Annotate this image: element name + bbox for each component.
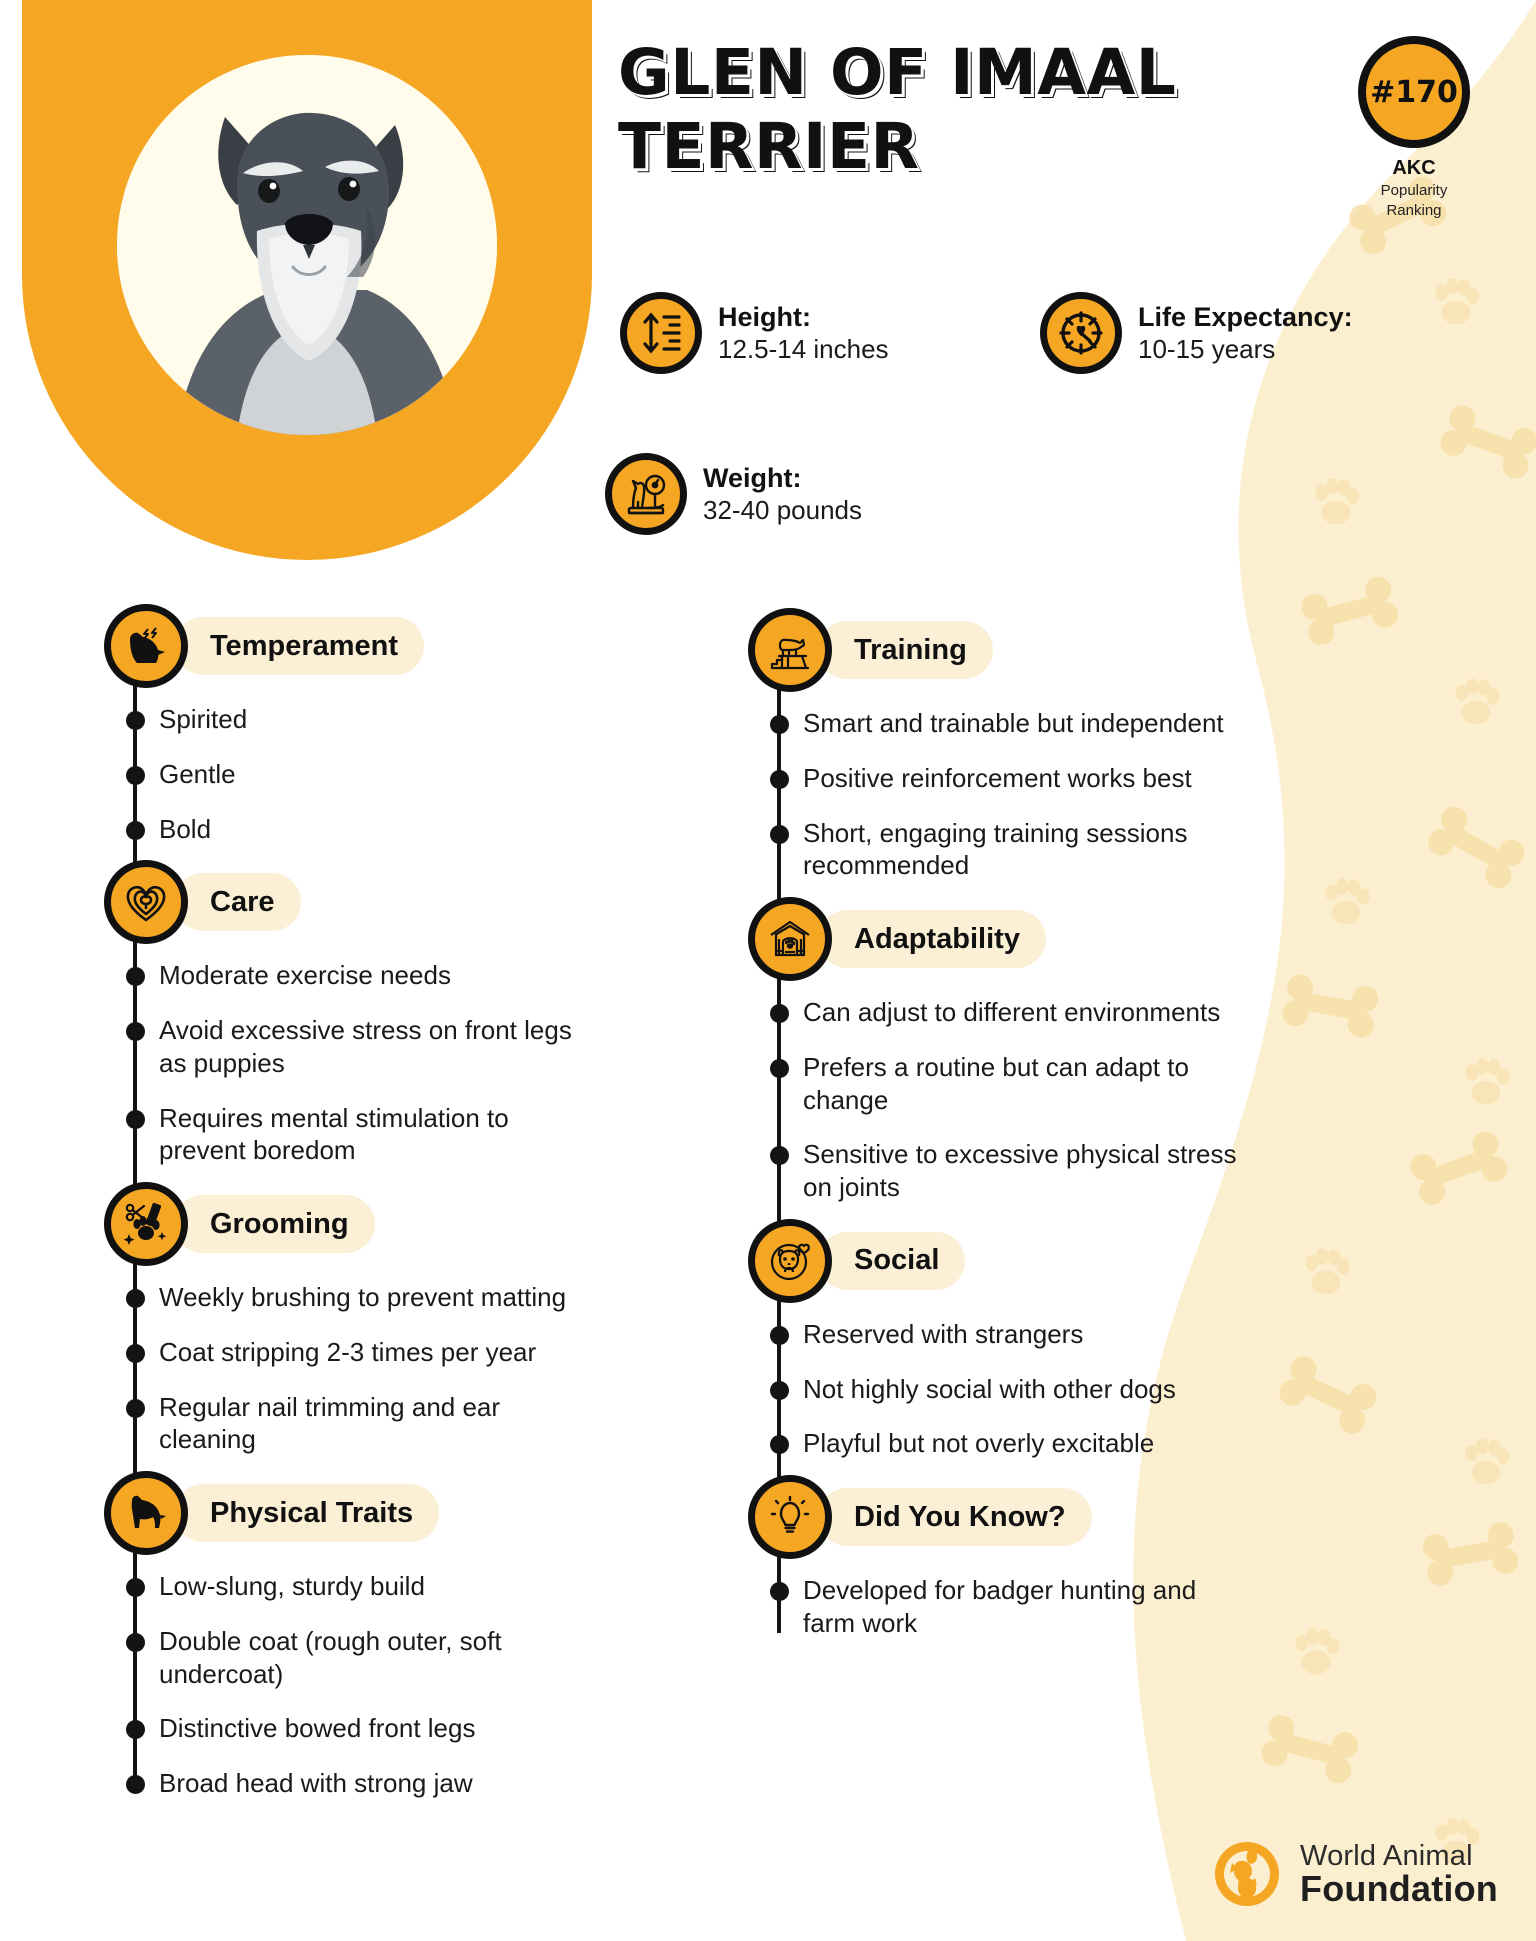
section-title: Grooming [174,1195,375,1253]
list-item [104,1559,624,1614]
list-item-text: Gentle [159,758,236,789]
section-header [748,893,1288,985]
list-item [748,806,1288,894]
section-header [748,1215,1288,1307]
bullet-dot-icon [770,1146,789,1165]
list-item [748,1040,1288,1128]
list-item-text: Low-slung, sturdy build [159,1571,425,1601]
list-item [748,751,1288,806]
list-item [104,1270,624,1325]
list-item [104,1003,624,1091]
heart-dog-icon [104,860,188,944]
bullet-dot-icon [770,825,789,844]
list-item [104,1756,624,1811]
list-item [104,1325,624,1380]
list-item-text: Broad head with strong jaw [159,1768,473,1798]
list-item-text: Developed for badger hunting and farm work [803,1575,1197,1638]
brand-line-1: World Animal [1300,1839,1473,1872]
dog-agility-ramp-icon [748,608,832,692]
akc-org-label: AKC [1392,157,1436,179]
bullet-dot-icon [126,1022,145,1041]
list-item-text: Regular nail trimming and ear cleaning [159,1391,501,1455]
dog-face-heart-icon [748,1219,832,1303]
bullet-dot-icon [126,1633,145,1652]
stat-weight-label: Weight: [703,462,802,493]
bullet-dot-icon [770,715,789,734]
bullet-dot-icon [770,1582,789,1601]
stat-height [620,292,889,374]
bullet-dot-icon [126,1344,145,1363]
bullet-dot-icon [126,711,145,730]
left-timeline-column [104,600,624,1811]
stat-life-label: Life Expectancy: [1138,301,1353,332]
dog-house-icon [748,897,832,981]
list-item-text: Reserved with strangers [803,1318,1084,1349]
left-timeline [104,600,624,1811]
list-item [748,985,1288,1040]
section-title: Adaptability [818,910,1046,968]
section-header [104,1178,624,1270]
akc-sub-line2: Ranking [1386,201,1442,219]
section-title: Social [818,1232,965,1290]
stat-height-label: Height: [718,301,811,332]
akc-sub-line1: Popularity [1380,182,1448,199]
bullet-dot-icon [770,770,789,789]
section-header [748,1471,1288,1563]
section-header [104,856,624,948]
stat-weight [605,453,862,535]
section-header [104,600,624,692]
list-item-text: Prefers a routine but can adapt to change [803,1051,1189,1115]
stat-life-value: 10-15 years [1138,333,1276,364]
bullet-dot-icon [770,1435,789,1454]
dog-silhouette-icon [104,1471,188,1555]
list-item [748,696,1288,751]
list-item-text: Coat stripping 2-3 times per year [159,1336,537,1367]
bullet-dot-icon [126,1578,145,1597]
section-header [104,1467,624,1559]
list-item-text: Sensitive to excessive physical stress on joints [803,1139,1237,1202]
list-item-text: Can adjust to different environments [803,997,1221,1027]
bullet-dot-icon [126,766,145,785]
list-item-text: Playful but not overly excitable [803,1428,1155,1459]
bullet-dot-icon [126,1110,145,1129]
list-item [104,1614,624,1702]
bullet-dot-icon [126,1399,145,1418]
list-item [104,692,624,747]
section-title: Physical Traits [174,1484,439,1542]
brand-line-2: Foundation [1300,1867,1498,1909]
dog-scale-icon [605,453,687,535]
list-item-text: Not highly social with other dogs [803,1373,1176,1404]
list-item-text: Requires mental stimulation to prevent boredom [159,1102,509,1166]
list-item-text: Short, engaging training sessions recommended [803,817,1188,881]
list-item-text: Avoid excessive stress on front legs as puppies [159,1015,572,1078]
list-item [104,948,624,1003]
list-item [748,1362,1288,1417]
section-title: Temperament [174,617,424,675]
list-item-text: Positive reinforcement works best [803,762,1192,793]
bullet-dot-icon [126,1289,145,1308]
lightbulb-icon [748,1475,832,1559]
list-item-text: Weekly brushing to prevent matting [159,1282,567,1312]
breed-photo-panel [22,0,592,560]
bullet-dot-icon [770,1326,789,1345]
list-item [104,1701,624,1756]
breed-title-text: GLEN OF IMAAL TERRIER [618,36,1177,184]
list-item-text: Double coat (rough outer, soft undercoat) [159,1625,502,1689]
list-item-text: Bold [159,813,212,844]
clock-icon [1040,292,1122,374]
list-item [748,1563,1288,1651]
list-item [748,1416,1288,1471]
list-item-text: Smart and trainable but independent [803,708,1224,738]
list-item-text: Moderate exercise needs [159,960,451,991]
list-item-text: Spirited [159,704,248,734]
akc-rank-number: #170 [1358,36,1470,148]
section-title: Care [174,873,301,931]
list-item [104,1380,624,1468]
breed-portrait [117,55,497,435]
section-title: Did You Know? [818,1488,1092,1546]
bullet-dot-icon [770,1004,789,1023]
bullet-dot-icon [126,967,145,986]
height-ruler-icon [620,292,702,374]
list-item-text: Distinctive bowed front legs [159,1713,476,1744]
list-item [748,1127,1288,1215]
dog-head-energy-icon [104,604,188,688]
page-title [618,36,1318,185]
bullet-dot-icon [126,1720,145,1739]
bullet-dot-icon [770,1381,789,1400]
stat-life-expectancy [1040,292,1353,374]
list-item [748,1307,1288,1362]
right-timeline-column [748,604,1288,1651]
section-title: Training [818,621,993,679]
list-item [104,802,624,857]
stat-height-value: 12.5-14 inches [718,333,889,364]
list-item [104,1091,624,1179]
dog-cat-circle-logo [1208,1835,1286,1913]
right-timeline [748,604,1288,1651]
bullet-dot-icon [126,1775,145,1794]
akc-rank-badge [1358,36,1470,219]
section-header [748,604,1288,696]
stat-weight-value: 32-40 pounds [703,494,863,525]
world-animal-foundation-logo [1208,1835,1498,1913]
bullet-dot-icon [770,1059,789,1078]
list-item [104,747,624,802]
bullet-dot-icon [126,821,145,840]
scissors-comb-paw-icon [104,1182,188,1266]
